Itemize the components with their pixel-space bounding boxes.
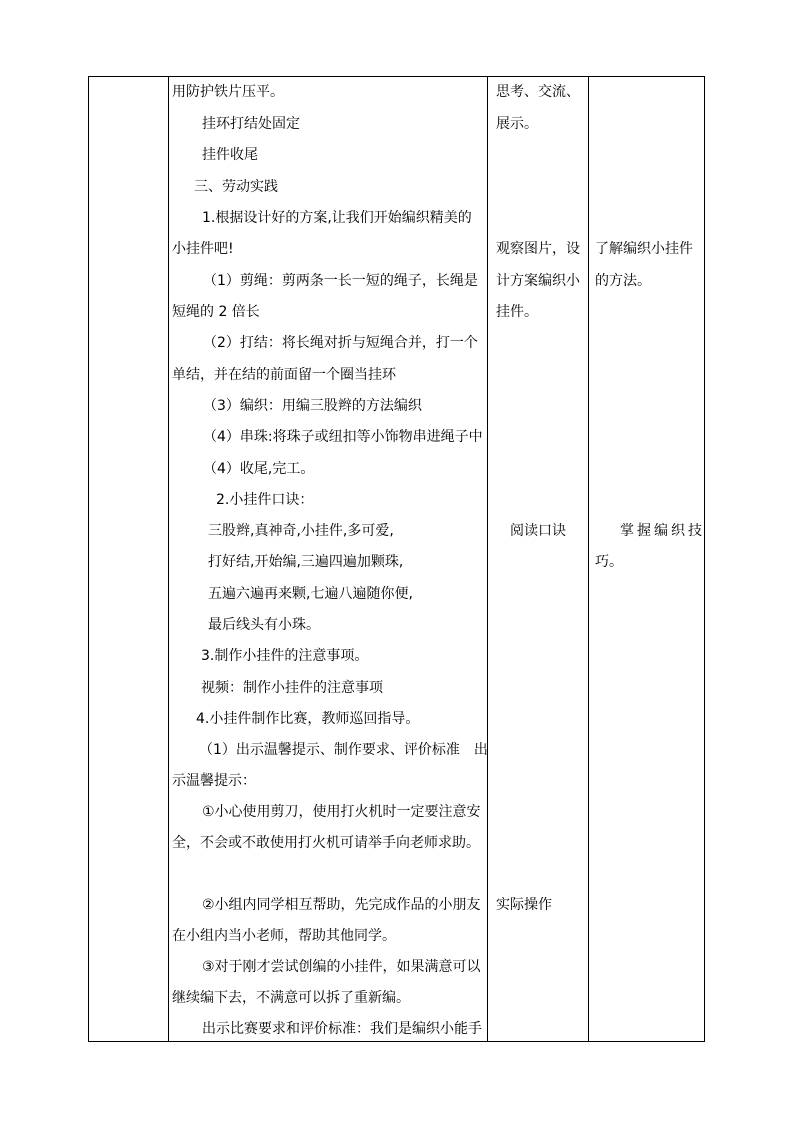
activity-line: 实际操作 bbox=[496, 897, 552, 913]
activity-line: 计方案编织小 bbox=[496, 273, 580, 289]
content-line: 出示比赛要求和评价标准：我们是编织小能手 bbox=[202, 1021, 482, 1037]
content-line: （4）串珠:将珠子或纽扣等小饰物串进绳子中 bbox=[203, 429, 483, 445]
content-line: 单结，并在结的前面留一个圈当挂环 bbox=[172, 367, 396, 383]
content-line: ②小组内同学相互帮助，先完成作品的小朋友 bbox=[202, 897, 481, 913]
content-line: 4.小挂件制作比赛，教师巡回指导。 bbox=[196, 711, 420, 727]
content-line: （2）打结：将长绳对折与短绳合并，打一个 bbox=[203, 335, 478, 351]
content-line: 小挂件吧! bbox=[172, 241, 234, 257]
content-line: 在小组内当小老师，帮助其他同学。 bbox=[172, 928, 396, 944]
content-line: 示温馨提示： bbox=[172, 773, 256, 789]
activity-line: 观察图片，设 bbox=[496, 241, 580, 257]
column-divider-2 bbox=[487, 77, 488, 1041]
intent-line: 了解编织小挂件 bbox=[595, 241, 693, 257]
content-line: ①小心使用剪刀，使用打火机时一定要注意安 bbox=[202, 804, 481, 820]
content-line: 挂环打结处固定 bbox=[202, 116, 300, 132]
content-line: （3）编织：用编三股辫的方法编织 bbox=[203, 398, 422, 414]
content-line: 短绳的 2 倍长 bbox=[172, 304, 260, 320]
content-line: 3.制作小挂件的注意事项。 bbox=[201, 648, 369, 664]
content-line: 视频：制作小挂件的注意事项 bbox=[201, 680, 383, 696]
content-line: 全，不会或不敢使用打火机可请举手向老师求助。 bbox=[172, 835, 480, 851]
activity-line: 展示。 bbox=[496, 116, 538, 132]
content-line: （1）出示温馨提示、制作要求、评价标准 出 bbox=[199, 742, 488, 758]
column-divider-3 bbox=[588, 77, 589, 1041]
activity-line: 思考、交流、 bbox=[496, 84, 580, 100]
rhyme-line: 最后线头有小珠。 bbox=[208, 617, 320, 633]
activity-line: 阅读口诀 bbox=[510, 523, 566, 539]
content-line: 挂件收尾 bbox=[202, 147, 258, 163]
section-heading: 三、劳动实践 bbox=[194, 179, 278, 195]
activity-line: 挂件。 bbox=[496, 304, 538, 320]
content-line: （4）收尾,完工。 bbox=[203, 461, 315, 477]
content-line: ③对于刚才尝试创编的小挂件，如果满意可以 bbox=[202, 959, 481, 975]
rhyme-line: 打好结,开始编,三遍四遍加颗珠, bbox=[208, 554, 404, 570]
content-line: 继续编下去，不满意可以拆了重新编。 bbox=[172, 990, 410, 1006]
content-line: 2.小挂件口诀： bbox=[216, 492, 314, 508]
rhyme-line: 三股辫,真神奇,小挂件,多可爱, bbox=[208, 523, 394, 539]
intent-line: 掌握编织技 bbox=[620, 523, 705, 539]
content-line: 用防护铁片压平。 bbox=[172, 84, 284, 100]
intent-line: 的方法。 bbox=[595, 273, 651, 289]
content-line: 1.根据设计好的方案,让我们开始编织精美的 bbox=[202, 210, 472, 226]
rhyme-line: 五遍六遍再来颗,七遍八遍随你便, bbox=[208, 586, 413, 602]
content-line: （1）剪绳：剪两条一长一短的绳子，长绳是 bbox=[203, 273, 478, 289]
intent-line: 巧。 bbox=[595, 554, 623, 570]
column-divider-1 bbox=[168, 77, 169, 1041]
